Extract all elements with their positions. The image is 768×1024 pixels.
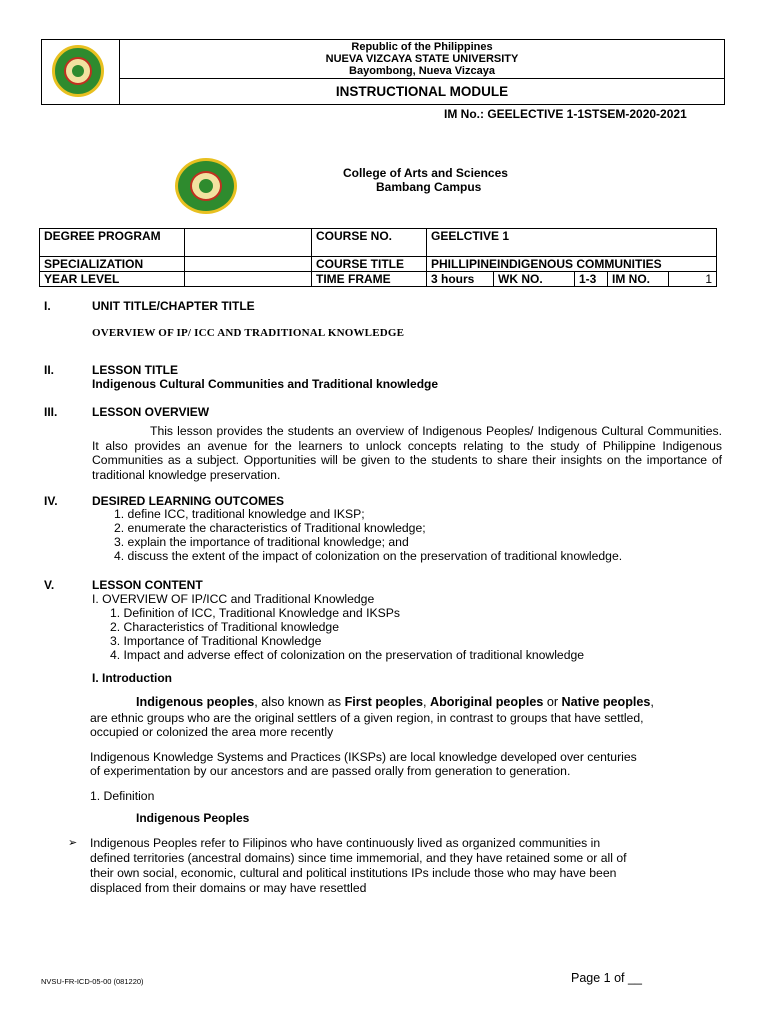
wk-no-label: WK NO. [494,272,575,287]
document-header [41,39,725,105]
section-2-number: II. [44,363,55,377]
course-title-value: PHILLIPINEINDIGENOUS COMMUNITIES [427,257,717,272]
term-aboriginal-peoples: Aboriginal peoples [429,695,544,709]
course-title-label: COURSE TITLE [312,257,427,272]
section-2-body: Indigenous Cultural Communities and Traditional knowledge [92,377,439,391]
term-first-peoples: First peoples [344,695,423,709]
section-3-title: LESSON OVERVIEW [92,405,210,419]
header-university-info [120,40,724,79]
intro-paragraph-2-line-1: Indigenous Knowledge Systems and Practices (IKSPs) are local knowledge developed over centuries [90,750,637,764]
year-level-label: YEAR LEVEL [40,272,185,287]
university-seal-icon [52,45,104,97]
specialization-label: SPECIALIZATION [40,257,185,272]
im-no-value: 1 [669,272,717,287]
lesson-content-item-4: 4. Impact and adverse effect of colonization on the preservation of traditional knowledge [110,648,585,662]
introduction-heading: I. Introduction [92,671,172,685]
lesson-content-intro: I. OVERVIEW OF IP/ICC and Traditional Knowledge [92,592,375,606]
intro-paragraph-1-line-3: occupied or colonized the area more recently [90,725,334,739]
intro-text: , [650,695,654,709]
section-4-title: DESIRED LEARNING OUTCOMES [92,494,285,508]
intro-text: , also known as [254,695,345,709]
degree-label: DEGREE PROGRAM [40,229,185,257]
lesson-content-item-2: 2. Characteristics of Traditional knowledge [110,620,339,634]
college-campus: Bambang Campus [376,180,482,194]
learning-outcome-4: 4. discuss the extent of the impact of colonization on the preservation of traditional knowledge. [114,549,623,563]
specialization-value [185,257,312,272]
intro-text: , [422,695,430,709]
section-1-number: I. [44,299,51,313]
intro-paragraph-1-line-2: are ethnic groups who are the original settlers of a given region, in contrast to groups that have settled, [90,711,644,725]
section-5-number: V. [44,578,55,592]
bullet-line-4: displaced from their domains or may have resettled [90,881,367,895]
section-2-title: LESSON TITLE [92,363,179,377]
course-no-value: GEELCTIVE 1 [427,229,717,257]
learning-outcome-3: 3. explain the importance of traditional knowledge; and [114,535,409,549]
course-no-label: COURSE NO. [312,229,427,257]
learning-outcome-1: 1. define ICC, traditional knowledge and IKSP; [114,507,365,521]
college-seal-icon [175,158,237,214]
college-name: College of Arts and Sciences [343,166,508,180]
republic-line: Republic of the Philippines [351,41,493,53]
bullet-line-2: defined territories (ancestral domains) since time immemorial, and they have retained some or all of [90,851,627,865]
course-info-table [39,228,717,287]
term-indigenous-peoples: Indigenous peoples [136,695,255,709]
university-address: Bayombong, Nueva Vizcaya [349,65,495,77]
time-frame-label: TIME FRAME [312,272,427,287]
form-code: NVSU-FR-ICD-05-00 (081220) [41,977,144,986]
time-frame-value: 3 hours [427,272,494,287]
section-1-body: OVERVIEW OF IP/ ICC AND TRADITIONAL KNOWLEDGE [92,327,405,339]
bullet-line-3: their own social, economic, cultural and political institutions IPs include those who may have been [90,866,617,880]
page-number: Page 1 of __ [571,971,642,985]
term-native-peoples: Native peoples [561,695,651,709]
wk-no-value: 1-3 [575,272,608,287]
intro-paragraph-1-line-1 [136,695,654,710]
year-level-value [185,272,312,287]
im-no-label: IM NO. [608,272,669,287]
university-logo-cell [42,40,120,104]
definition-subheading: Indigenous Peoples [136,811,250,825]
definition-label: 1. Definition [90,789,155,803]
im-number: IM No.: GEELECTIVE 1-1STSEM-2020-2021 [444,107,687,121]
intro-text: or [543,695,562,709]
bullet-line-1: Indigenous Peoples refer to Filipinos who have continuously lived as organized communities in [90,836,601,850]
module-title: INSTRUCTIONAL MODULE [335,84,509,99]
intro-paragraph-2-line-2: of experimentation by our ancestors and are passed orally from generation to generation. [90,764,571,778]
section-5-title: LESSON CONTENT [92,578,203,592]
bullet-arrow-icon: ➢ [68,837,78,849]
section-3-body: This lesson provides the students an overview of Indigenous Peoples/ Indigenous Cultural Communities. It also provides an avenue for the learners to unlock concepts relating to the study of Philippine Indigenous Communities as a subject. Opportunities will be given to the students to share their insights on the importance of traditional knowledge preservation. [92,424,722,482]
section-3-number: III. [44,405,58,419]
section-1-title: UNIT TITLE/CHAPTER TITLE [92,299,255,313]
university-name: NUEVA VIZCAYA STATE UNIVERSITY [325,53,519,65]
lesson-content-item-3: 3. Importance of Traditional Knowledge [110,634,322,648]
section-4-number: IV. [44,494,58,508]
lesson-content-item-1: 1. Definition of ICC, Traditional Knowledge and IKSPs [110,606,400,620]
learning-outcome-2: 2. enumerate the characteristics of Traditional knowledge; [114,521,426,535]
degree-value [185,229,312,257]
